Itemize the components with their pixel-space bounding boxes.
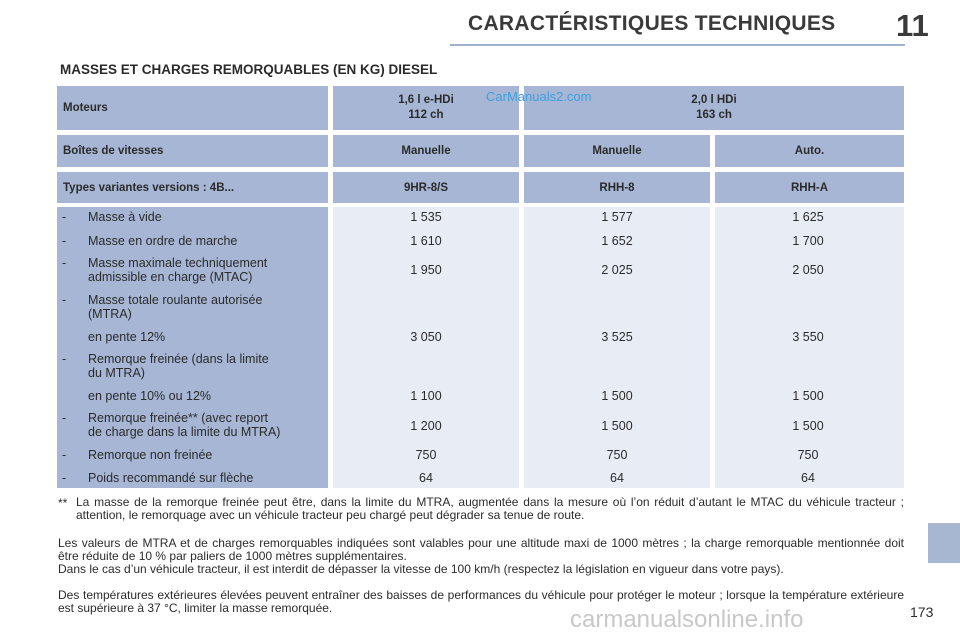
gearbox-3-cell: Auto. xyxy=(715,135,904,167)
values-column-3 xyxy=(715,207,904,488)
table-cell: 1 610 xyxy=(410,234,442,248)
gearbox-2-cell: Manuelle xyxy=(524,135,710,167)
chapter-tab-marker xyxy=(928,523,960,563)
watermark-top: CarManuals2.com xyxy=(486,89,592,104)
note-altitude: Les valeurs de MTRA et de charges remorquables indiquées sont valables pour une altitude maxi de 1000 mètres ; la charge remorquable mentionnée doit être réduite de 10 % par paliers de 1000 mètres supplémentaires. xyxy=(58,536,904,563)
table-cell: 1 950 xyxy=(410,263,442,277)
table-cell: 1 625 xyxy=(792,210,824,224)
table-cell: 750 xyxy=(415,448,437,462)
watermark-bottom: carmanualsonline.info xyxy=(570,606,804,633)
table-cell: 2 025 xyxy=(601,263,633,277)
table-cell: 1 500 xyxy=(792,419,824,433)
gearbox-label-cell: Boîtes de vitesses xyxy=(57,135,328,167)
table-cell: 64 xyxy=(419,471,433,485)
variants-label-cell: Types variantes versions : 4B... xyxy=(57,172,328,203)
variant-1-cell: 9HR-8/S xyxy=(333,172,519,203)
table-cell: 3 525 xyxy=(601,330,633,344)
table-cell: 1 500 xyxy=(601,389,633,403)
engine-1-name: 1,6 l e-HDi xyxy=(398,94,454,106)
variant-2-cell: RHH-8 xyxy=(524,172,710,203)
table-cell: 64 xyxy=(801,471,815,485)
table-cell: 750 xyxy=(606,448,628,462)
page-number: 173 xyxy=(910,604,934,620)
header-divider xyxy=(450,44,905,46)
engine-2-name: 2,0 l HDi xyxy=(691,94,737,106)
table-cell: 1 535 xyxy=(410,210,442,224)
footnote-marker: ** xyxy=(58,496,68,510)
table-cell: 1 652 xyxy=(601,234,633,248)
chapter-title: CARACTÉRISTIQUES TECHNIQUES xyxy=(468,12,836,35)
chapter-number: 11 xyxy=(896,8,929,43)
table-cell: 64 xyxy=(610,471,624,485)
table-cell: 1 577 xyxy=(601,210,633,224)
gearbox-1-cell: Manuelle xyxy=(333,135,519,167)
table-cell: 1 100 xyxy=(410,389,442,403)
note-speed: Dans le cas d’un véhicule tracteur, il est interdit de dépasser la vitesse de 100 km/h (respectez la législation en vigueur dans votre pays). xyxy=(58,562,784,576)
engine-2-power: 163 ch xyxy=(696,109,732,121)
row-labels-column xyxy=(57,207,328,488)
table-cell: 3 050 xyxy=(410,330,442,344)
variant-3-cell: RHH-A xyxy=(715,172,904,203)
table-cell: 1 200 xyxy=(410,419,442,433)
values-column-1 xyxy=(333,207,519,488)
table-cell: 1 700 xyxy=(792,234,824,248)
table-cell: 1 500 xyxy=(601,419,633,433)
values-column-2 xyxy=(524,207,710,488)
table-cell: 1 500 xyxy=(792,389,824,403)
engine-1-power: 112 ch xyxy=(408,109,444,121)
note-temperature: Des températures extérieures élevées peuvent entraîner des baisses de performances du véhicule pour protéger le moteur ; lorsque la température extérieure est supérieure à 37 °C, limiter la masse remorquée. xyxy=(58,588,904,615)
table-cell: 3 550 xyxy=(792,330,824,344)
section-title: MASSES ET CHARGES REMORQUABLES (EN KG) DIESEL xyxy=(60,62,438,77)
table-cell: 2 050 xyxy=(792,263,824,277)
table-cell: 750 xyxy=(797,448,819,462)
engines-label-cell: Moteurs xyxy=(57,86,328,130)
footnote-text: La masse de la remorque freinée peut être, dans la limite du MTRA, augmentée dans la mesure où l’on réduit d’autant le MTAC du véhicule tracteur ; attention, le remorquage avec un véhicule tracteur peu chargé peut dégrader sa tenue de route. xyxy=(76,495,904,522)
